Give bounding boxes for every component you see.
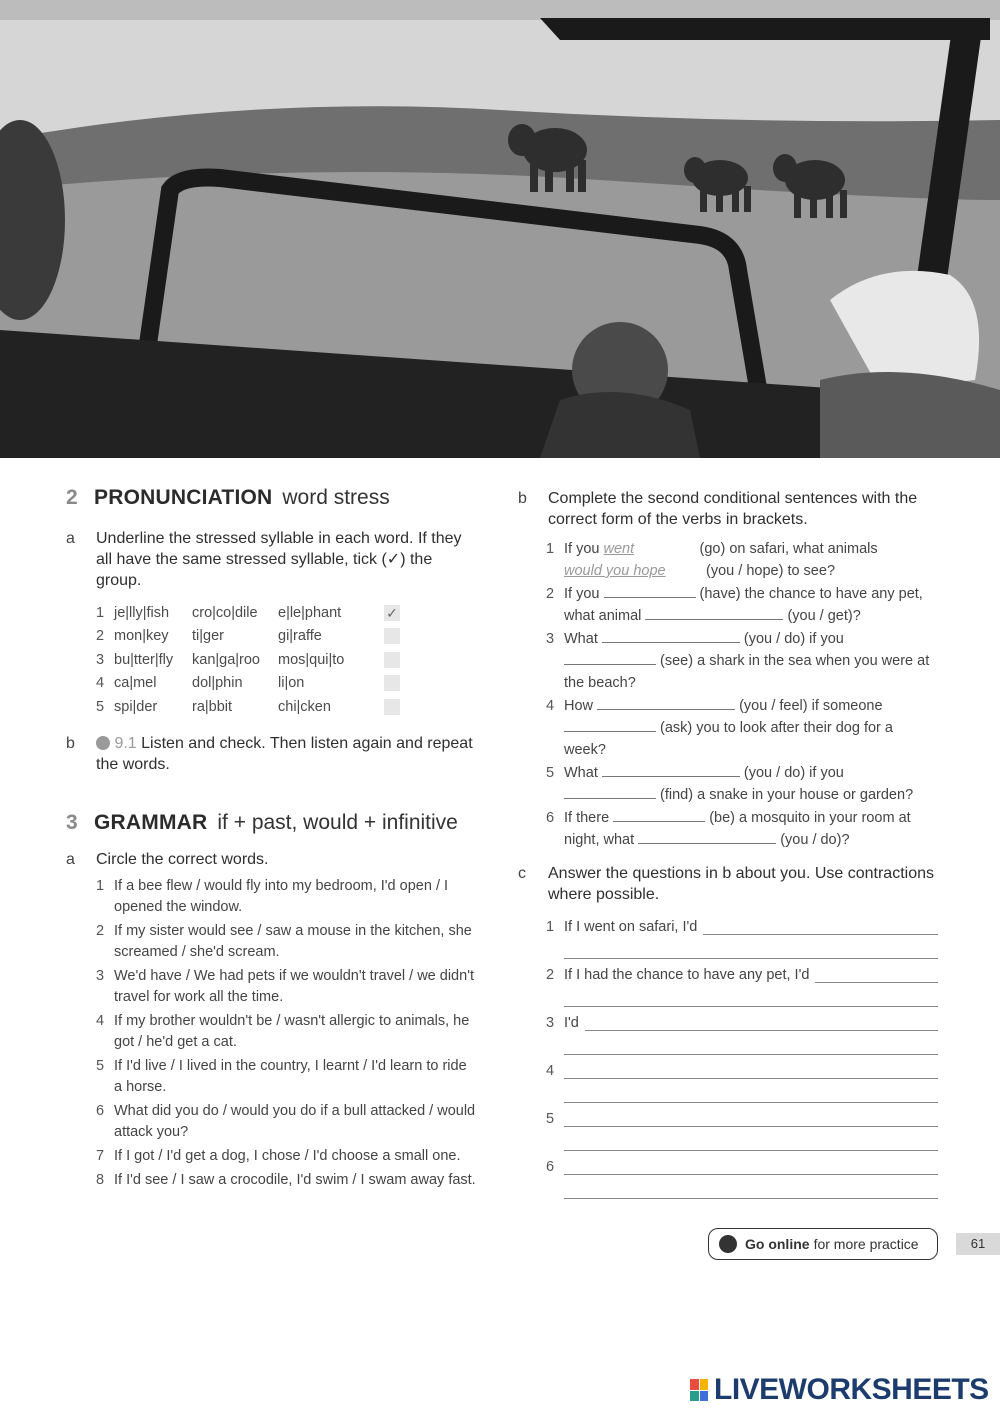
brand-logo: [690, 1373, 989, 1407]
task-instruction: Answer the questions in b about you. Use contractions where possible.: [548, 865, 934, 903]
sentence-part: (be) a mosquito in your room at night, what: [564, 810, 911, 848]
task-instruction: Underline the stressed syllable in each word. If they all have the same stressed syllable, tick (✓) the group.: [96, 530, 462, 589]
item-number: 1: [96, 877, 105, 894]
answer-line[interactable]: [703, 921, 938, 935]
stress-word[interactable]: kan|ga|roo: [192, 651, 260, 668]
item-number: 1: [546, 541, 555, 557]
sentence-part: (you / hope) to see?: [706, 563, 836, 579]
section-number: 2: [66, 486, 78, 509]
item-number: 5: [96, 1057, 105, 1074]
item-number: 3: [96, 967, 105, 984]
item-number: 7: [96, 1147, 105, 1164]
sentence-part: (find) a snake in your house or garden?: [660, 787, 914, 803]
answer-blank[interactable]: [564, 785, 656, 799]
grammar-sentence[interactable]: If a bee flew / would fly into my bedroom, I'd open / I opened the window.: [114, 877, 449, 915]
item-number: 3: [96, 651, 105, 668]
word-stress-list: [66, 601, 476, 719]
tick-box[interactable]: [384, 628, 400, 644]
answer-blank[interactable]: [564, 718, 656, 732]
item-number: 4: [546, 698, 555, 714]
grammar-item: [96, 1011, 476, 1053]
answer-blank[interactable]: [564, 651, 656, 665]
tick-box[interactable]: [384, 675, 400, 691]
answer-blank[interactable]: would you hope: [564, 563, 666, 579]
answer-line[interactable]: [564, 1161, 938, 1175]
grammar-item: [96, 1146, 476, 1167]
answer-prompt: If I had the chance to have any pet, I'd: [564, 967, 810, 983]
section-subtitle: word stress: [282, 486, 390, 509]
item-number: 1: [96, 604, 105, 621]
item-number: 3: [546, 1015, 555, 1031]
grammar-task-a: [66, 849, 476, 870]
grammar-sentence[interactable]: If I'd see / I saw a crocodile, I'd swim / I swam away fast.: [114, 1171, 476, 1188]
grammar-sentence[interactable]: If I'd live / I lived in the country, I learnt / I'd learn to ride a horse.: [114, 1057, 467, 1095]
answer-item: [546, 1103, 938, 1151]
pronunciation-task-a: [66, 528, 476, 591]
page-number: 61: [956, 1233, 1000, 1255]
safari-photo-illustration: [0, 0, 1000, 458]
answer-blank[interactable]: [597, 696, 735, 710]
task-b-text: Listen and check. Then listen again and repeat the words.: [96, 734, 473, 773]
stress-word[interactable]: mon|key: [114, 628, 169, 645]
word-row: [96, 601, 476, 625]
right-column: [518, 488, 938, 1199]
answer-blank[interactable]: [613, 808, 705, 822]
answer-line[interactable]: [564, 1041, 938, 1055]
grammar-sentence[interactable]: If my sister would see / saw a mouse in the kitchen, she screamed / she'd scream.: [114, 922, 472, 960]
sentence-part: If you: [564, 586, 600, 602]
answer-blank[interactable]: [638, 830, 776, 844]
item-number: 8: [96, 1171, 105, 1188]
grammar-task-b: [518, 488, 938, 530]
item-number: 1: [546, 919, 555, 935]
stress-word[interactable]: li|on: [278, 675, 305, 692]
answer-item: [546, 1007, 938, 1055]
conditional-item: [546, 628, 938, 694]
answer-blank[interactable]: [602, 629, 740, 643]
answer-prompt: If I went on safari, I'd: [564, 919, 698, 935]
answer-line[interactable]: [564, 1065, 938, 1079]
stress-word[interactable]: gi|raffe: [278, 628, 322, 645]
item-number: 6: [546, 1159, 555, 1175]
sentence-part: (you / do) if you: [743, 765, 844, 781]
task-instruction: [96, 733, 476, 775]
conditional-item: [546, 583, 938, 627]
answer-blank[interactable]: [604, 584, 696, 598]
grammar-items: [66, 876, 476, 1191]
answer-line[interactable]: [564, 1113, 938, 1127]
go-online-bold: Go online: [745, 1236, 810, 1252]
task-letter: a: [66, 530, 75, 547]
task-letter: b: [66, 734, 75, 752]
grammar-sentence[interactable]: What did you do / would you do if a bull attacked / would attack you?: [114, 1102, 476, 1140]
tick-box[interactable]: [384, 652, 400, 668]
grammar-item: [96, 1170, 476, 1191]
task-instruction: Complete the second conditional sentences with the correct form of the verbs in brackets.: [548, 490, 918, 528]
sentence-part: (have) the chance to have any pet, what animal: [564, 586, 923, 624]
item-number: 2: [546, 967, 555, 983]
word-row: [96, 695, 476, 719]
answer-item: [546, 959, 938, 1007]
word-row: [96, 672, 476, 696]
item-number: 6: [96, 1102, 105, 1119]
item-number: 5: [546, 1111, 555, 1127]
sentence-part: If there: [564, 810, 610, 826]
answer-item: [546, 911, 938, 959]
pronunciation-heading: [66, 486, 476, 510]
task-letter: a: [66, 850, 75, 868]
stress-word[interactable]: mos|qui|to: [278, 651, 345, 668]
item-number: 2: [546, 586, 555, 602]
sentence-part: What: [564, 765, 598, 781]
sentence-part: (ask) you to look after their dog for a week?: [564, 720, 893, 758]
grammar-heading: [66, 811, 476, 835]
cursor-icon: [719, 1235, 737, 1253]
task-letter: b: [518, 490, 527, 507]
conditional-item: [546, 807, 938, 851]
item-number: 4: [96, 675, 105, 692]
worksheet-page: [0, 458, 1000, 1280]
answer-lines: [518, 911, 938, 1199]
section-title: GRAMMAR: [94, 810, 208, 834]
item-number: 4: [96, 1012, 105, 1029]
item-number: 4: [546, 1063, 555, 1079]
audio-icon[interactable]: [96, 736, 110, 750]
section-subtitle: if + past, would + infinitive: [217, 810, 458, 834]
grammar-item: [96, 876, 476, 918]
stress-word[interactable]: ra|bbit: [192, 698, 233, 715]
answer-line[interactable]: [815, 969, 938, 983]
grammar-item: [96, 1101, 476, 1143]
answer-line[interactable]: [564, 1089, 938, 1103]
conditional-item: [546, 762, 938, 806]
word-row: [96, 625, 476, 649]
answer-blank[interactable]: [602, 763, 740, 777]
left-column: [66, 486, 476, 1194]
sentence-part: (you / do)?: [780, 832, 850, 848]
answer-line[interactable]: [585, 1017, 938, 1031]
answer-item: [546, 1055, 938, 1103]
section-title: PRONUNCIATION: [94, 486, 273, 509]
stress-word[interactable]: ca|mel: [114, 675, 157, 692]
grammar-sentence[interactable]: We'd have / We had pets if we wouldn't travel / we didn't travel for work all the time.: [114, 967, 474, 1005]
item-number: 6: [546, 810, 555, 826]
answer-item: [546, 1151, 938, 1199]
grammar-item: [96, 1056, 476, 1098]
stress-word[interactable]: dol|phin: [192, 675, 243, 692]
sentence-part: (see) a shark in the sea when you were at the beach?: [564, 653, 930, 691]
item-number: 2: [96, 628, 105, 645]
stress-word[interactable]: e|le|phant: [278, 604, 342, 621]
safari-photo: [0, 0, 1000, 458]
go-online-rest: for more practice: [813, 1236, 919, 1252]
stress-word[interactable]: cro|co|dile: [192, 604, 258, 621]
go-online-button[interactable]: [708, 1228, 938, 1260]
item-number: 3: [546, 631, 555, 647]
conditional-item: [546, 695, 938, 761]
tick-box[interactable]: ✓: [384, 605, 400, 621]
word-row: [96, 648, 476, 672]
stress-word[interactable]: ti|ger: [192, 628, 224, 645]
grammar-sentence[interactable]: If I got / I'd get a dog, I chose / I'd choose a small one.: [114, 1147, 461, 1164]
answer-blank[interactable]: went: [603, 541, 635, 557]
grammar-sentence[interactable]: If my brother wouldn't be / wasn't allergic to animals, he got / he'd get a cat.: [114, 1012, 470, 1050]
item-number: 2: [96, 922, 105, 939]
answer-prompt: I'd: [564, 1015, 579, 1031]
grammar-item: [96, 921, 476, 963]
task-letter: c: [518, 865, 526, 882]
pronunciation-task-b: [66, 733, 476, 775]
answer-blank[interactable]: [645, 606, 783, 620]
liveworksheets-logo-icon: [690, 1379, 708, 1401]
sentence-part: How: [564, 698, 594, 714]
stress-word[interactable]: je|lly|fish: [114, 604, 170, 621]
stress-word[interactable]: bu|tter|fly: [114, 651, 174, 668]
sentence-part: (you / do) if you: [743, 631, 844, 647]
grammar-task-c: [518, 863, 938, 905]
sentence-part: (you / feel) if someone: [739, 698, 883, 714]
section-number: 3: [66, 810, 78, 834]
conditional-items: [518, 538, 938, 851]
conditional-item: [546, 538, 938, 582]
sentence-part: (you / get)?: [787, 608, 861, 624]
tick-box[interactable]: [384, 699, 400, 715]
item-number: 5: [96, 698, 105, 715]
grammar-item: [96, 966, 476, 1008]
sentence-part: What: [564, 631, 598, 647]
item-number: 5: [546, 765, 555, 781]
answer-line[interactable]: [564, 1185, 938, 1199]
audio-track: 9.1: [114, 734, 137, 752]
brand-name: LIVEWORKSHEETS: [714, 1373, 989, 1406]
sentence-part: If you: [564, 541, 600, 557]
task-instruction: Circle the correct words.: [96, 850, 269, 868]
answer-line[interactable]: [564, 945, 938, 959]
sentence-part: (go) on safari, what animals: [699, 541, 878, 557]
answer-line[interactable]: [564, 1137, 938, 1151]
stress-word[interactable]: spi|der: [114, 698, 158, 715]
answer-line[interactable]: [564, 993, 938, 1007]
stress-word[interactable]: chi|cken: [278, 698, 331, 715]
